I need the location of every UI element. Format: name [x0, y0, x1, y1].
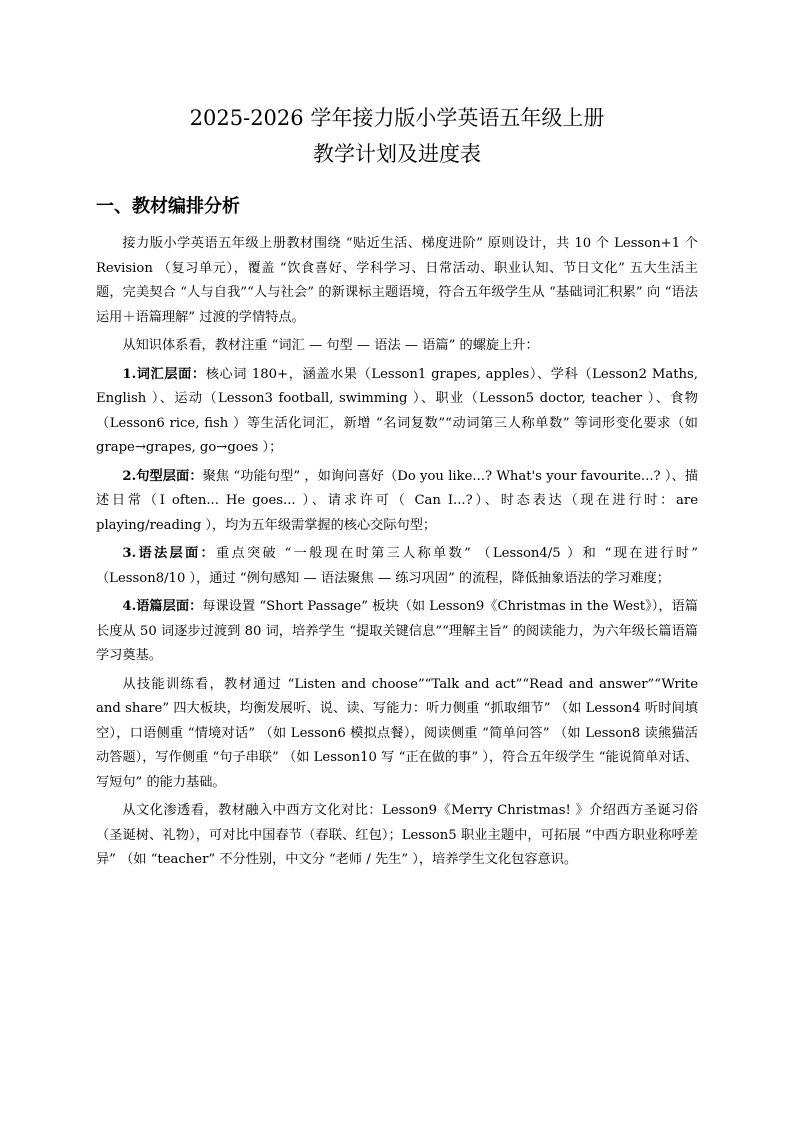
paragraph-culture: [96, 799, 698, 873]
paragraph-knowledge-system: [96, 334, 698, 359]
paragraph-text: 从知识体系看，教材注重 “词汇 — 句型 — 语法 — 语篇” 的螺旋上升：: [122, 338, 539, 353]
document-page: [96, 100, 698, 867]
paragraph-discourse: [96, 595, 698, 669]
paragraph-text: 从文化渗透看，教材融入中西方文化对比：Lesson9《Merry Christmas! 》介绍西方圣诞习俗（圣诞树、礼物），可对比中国春节（春联、红包）；Lesson5 职业主题中，可拓展 “中西方职业称呼差异” （如 “teacher” 不分性别，中文分 “老师 / 先生” ），培养学生文化包容意识。: [96, 803, 698, 867]
paragraph-sentence-patterns: [96, 465, 698, 539]
paragraph-grammar: [96, 542, 698, 591]
paragraph-overview: [96, 232, 698, 330]
paragraph-text: 聚焦 “功能句型” ，如询问喜好（Do you like...? What's your favourite...? ）、描述日常（I often... He goes... ）、请求许可（ Can I...?）、时态表达（现在进行时：are playing/reading ），均为五年级需掌握的核心交际句型；: [96, 468, 698, 533]
section-body: [96, 232, 698, 877]
paragraph-text: 核心词 180+，涵盖水果（Lesson1 grapes, apples）、学科（Lesson2 Maths, English ）、运动（Lesson3 football, swimming ）、职业（Lesson5 doctor, teacher ）、食物（Lesson6 rice, fish ）等生活化词汇，新增 “名词复数”“动词第三人称单数” 等词形变化要求（如 grape→grapes, go→goes ）；: [96, 366, 698, 455]
paragraph-text: 重点突破 “一般现在时第三人称单数” （Lesson4/5 ）和 “现在进行时” （Lesson8/10 ），通过 “例句感知 — 语法聚焦 — 练习巩固” 的流程，降低抽象语法的学习难度；: [96, 546, 698, 586]
paragraph-text: 接力版小学英语五年级上册教材围绕 “贴近生活、梯度进阶” 原则设计，共 10 个 Lesson+1 个 Revision （复习单元），覆盖 “饮食喜好、学科学习、日常活动、职业认知、节日文化” 五大生活主题，完美契合 “人与自我”“人与社会” 的新课标主题语境，符合五年级学生从 “基础词汇积累” 向 “语法运用＋语篇理解” 过渡的学情特点。: [96, 236, 698, 325]
paragraph-lead: 3.语法层面：: [122, 546, 216, 561]
paragraph-lead: 1.词汇层面：: [122, 366, 206, 382]
paragraph-skills: [96, 673, 698, 796]
paragraph-text: 每课设置 “Short Passage” 板块（如 Lesson9《Christmas in the West》），语篇长度从 50 词逐步过渡到 80 词，培养学生 “提取关键信息”“理解主旨” 的阅读能力，为六年级长篇语篇学习奠基。: [96, 599, 698, 663]
document-subtitle: 教学计划及进度表: [313, 142, 481, 166]
section-heading-textbook-analysis: 一、教材编排分析: [96, 196, 240, 217]
paragraph-text: 从技能训练看，教材通过 “Listen and choose”“Talk and act”“Read and answer”“Write and share” 四大板块，均衡发展听、说、读、写能力：听力侧重 “抓取细节” （如 Lesson4 听时间填空），口语侧重 “情境对话” （如 Lesson6 模拟点餐），阅读侧重 “简单问答” （如 Lesson8 读熊猫活动答题），写作侧重 “句子串联” （如 Lesson10 写 “正在做的事” ），符合五年级学生 “能说简单对话、写短句” 的能力基础。: [96, 676, 698, 790]
document-title: 2025-2026 学年接力版小学英语五年级上册: [189, 106, 605, 130]
paragraph-lead: 2.句型层面：: [122, 468, 203, 484]
paragraph-lead: 4.语篇层面：: [122, 599, 203, 614]
paragraph-vocabulary: [96, 363, 698, 461]
